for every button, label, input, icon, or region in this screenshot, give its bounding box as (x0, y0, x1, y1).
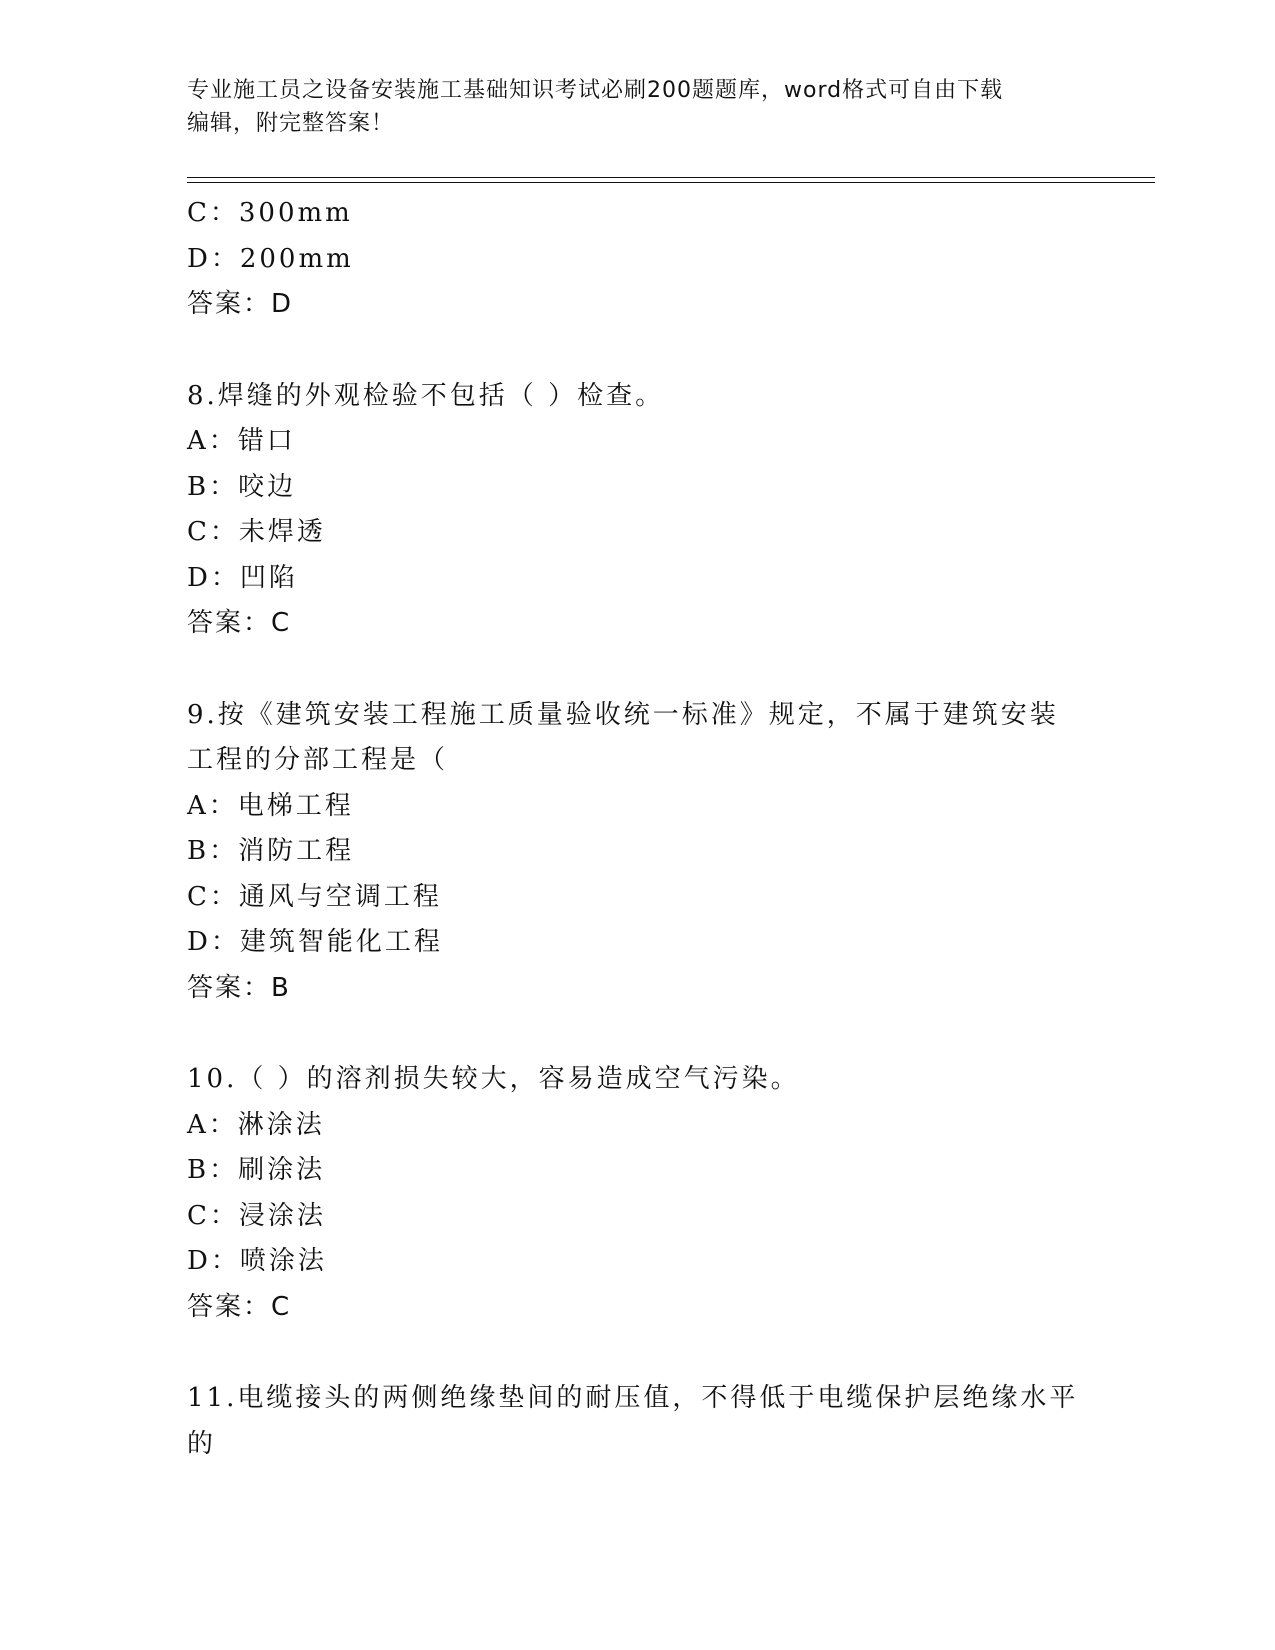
header-rule-top (187, 177, 1155, 178)
q7-option-d: D：200mm (187, 243, 354, 274)
q11-title-line-2: 的 (187, 1428, 217, 1459)
q10-option-d: D：喷涂法 (187, 1246, 327, 1276)
q10-title: 10.（ ）的溶剂损失较大，容易造成空气污染。 (187, 1064, 800, 1094)
q10-option-b: B：刷涂法 (187, 1155, 326, 1185)
q8-option-a: A：错口 (187, 426, 296, 456)
q11-title-line-1: 11.电缆接头的两侧绝缘垫间的耐压值，不得低于电缆保护层绝缘水平 (187, 1383, 1079, 1413)
q10-option-a: A：淋涂法 (187, 1109, 325, 1140)
q7-option-c: C：300mm (187, 198, 353, 228)
q9-title-line-1: 9.按《建筑安装工程施工质量验收统一标准》规定，不属于建筑安装 (187, 699, 1059, 730)
header-line-1: 专业施工员之设备安装施工基础知识考试必刷200题题库，word格式可自由下载 (187, 78, 1004, 103)
q9-option-a: A：电梯工程 (187, 790, 354, 821)
q8-answer: 答案：C (187, 608, 292, 638)
q8-title: 8.焊缝的外观检验不包括（ ）检查。 (187, 380, 665, 411)
q9-answer: 答案：B (187, 972, 291, 1003)
q8-option-d: D：凹陷 (187, 562, 298, 593)
q9-option-b: B：消防工程 (187, 836, 355, 866)
q9-title-line-2: 工程的分部工程是（ (187, 745, 449, 775)
q10-option-c: C：浸涂法 (187, 1200, 326, 1231)
q8-option-c: C：未焊透 (187, 517, 326, 547)
header-rule-bottom (187, 182, 1155, 183)
q9-option-d: D：建筑智能化工程 (187, 927, 443, 957)
q8-option-b: B：咬边 (187, 471, 297, 502)
header-line-2: 编辑，附完整答案！ (187, 111, 395, 136)
q10-answer: 答案：C (187, 1291, 292, 1322)
q9-option-c: C：通风与空调工程 (187, 881, 442, 912)
document-body (187, 191, 1087, 1467)
q7-answer: 答案：D (187, 289, 294, 319)
document-header (187, 74, 1087, 140)
